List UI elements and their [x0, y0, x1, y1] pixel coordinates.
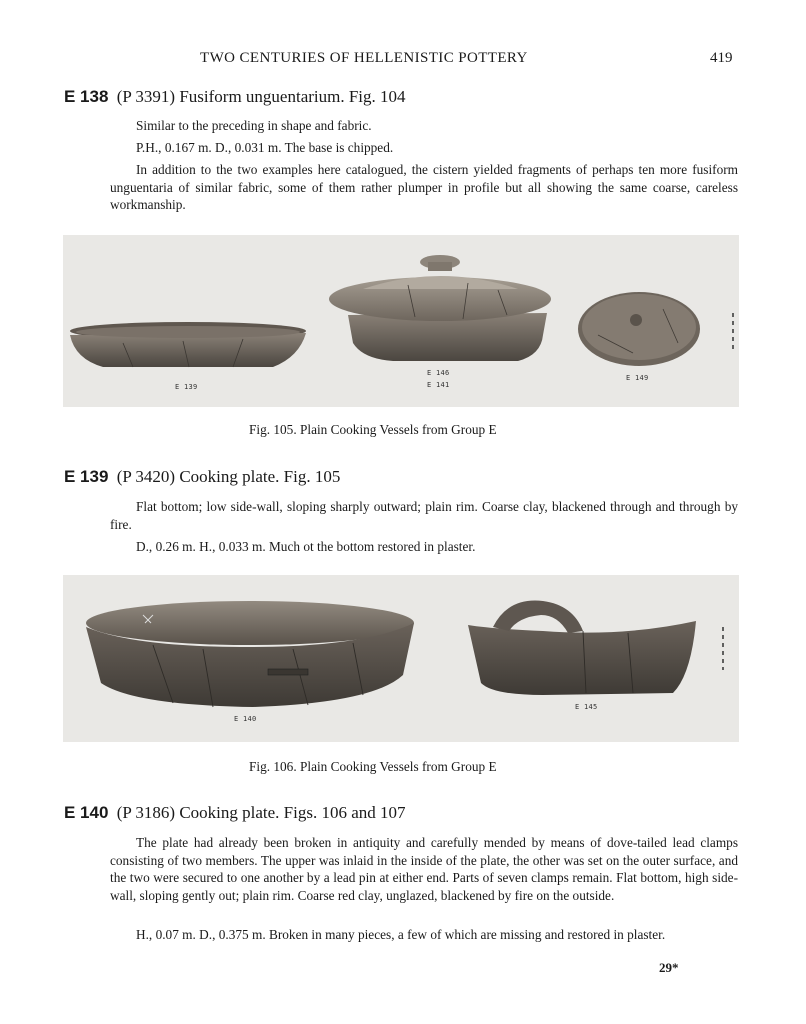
- entry-e138-text-2: P.H., 0.167 m. D., 0.031 m. The base is chipped.: [136, 140, 394, 155]
- vessel-e149-lid: [578, 292, 700, 366]
- figure-106-photo: [63, 575, 739, 742]
- page-number: 419: [710, 50, 733, 66]
- entry-number: E 140: [64, 803, 109, 822]
- entry-e140-heading: [64, 803, 406, 823]
- vessel-e140-plate: [86, 601, 414, 707]
- label-e139: E 139: [175, 383, 198, 391]
- entry-e138-text-3: In addition to the two examples here catalogued, the cistern yielded fragments of perhaps ten more fusiform unguentaria of similar fabric, some of them rather plumper in profile but all showing the same coarse, careless workmanship.: [110, 162, 738, 212]
- running-title: TWO CENTURIES OF HELLENISTIC POTTERY: [200, 50, 528, 66]
- label-e149: E 149: [626, 374, 649, 382]
- label-e141: E 141: [427, 381, 450, 389]
- vessel-e139-plate: [70, 322, 306, 367]
- entry-e140-text-2: H., 0.07 m. D., 0.375 m. Broken in many pieces, a few of which are missing and restored in plaster.: [136, 927, 666, 942]
- entry-title: (P 3391) Fusiform unguentarium. Fig. 104: [116, 87, 406, 106]
- signature-mark: 29*: [659, 960, 679, 975]
- entry-e139-heading: [64, 467, 340, 487]
- entry-e138-heading: [64, 87, 406, 107]
- entry-e140-text-1: The plate had already been broken in antiquity and carefully mended by means of dove-tailed lead clamps consisting of two members. The upper was inlaid in the inside of the plate, the other was set on the outer surface, and the two were secured to one another by a lead pin at either end. Parts of seven clamps remain. Flat bottom, high side-wall, sloping gently out; plain rim. Coarse red clay, unglazed, blackened by fire on the outside.: [110, 835, 738, 903]
- entry-title: (P 3186) Cooking plate. Figs. 106 and 107: [116, 803, 406, 822]
- entry-e138-text-1: Similar to the preceding in shape and fabric.: [136, 118, 372, 133]
- figure-105-caption: Fig. 105. Plain Cooking Vessels from Group E: [249, 422, 497, 437]
- figure-105-photo: [63, 235, 739, 407]
- entry-e139-text-2: D., 0.26 m. H., 0.033 m. Much ot the bottom restored in plaster.: [136, 539, 476, 554]
- label-e146: E 146: [427, 369, 450, 377]
- vessel-e145-dish: [468, 601, 696, 695]
- entry-number: E 139: [64, 467, 109, 486]
- entry-number: E 138: [64, 87, 109, 106]
- figure-106-vessels: [63, 575, 739, 742]
- entry-title: (P 3420) Cooking plate. Fig. 105: [116, 467, 341, 486]
- entry-e139-text-1: Flat bottom; low side-wall, sloping sharply outward; plain rim. Coarse clay, blackened through and through by fire.: [110, 499, 738, 532]
- label-e145: E 145: [575, 703, 598, 711]
- vessel-e146-casserole: [329, 255, 551, 361]
- label-e140: E 140: [234, 715, 257, 723]
- figure-106-caption: Fig. 106. Plain Cooking Vessels from Group E: [249, 759, 497, 774]
